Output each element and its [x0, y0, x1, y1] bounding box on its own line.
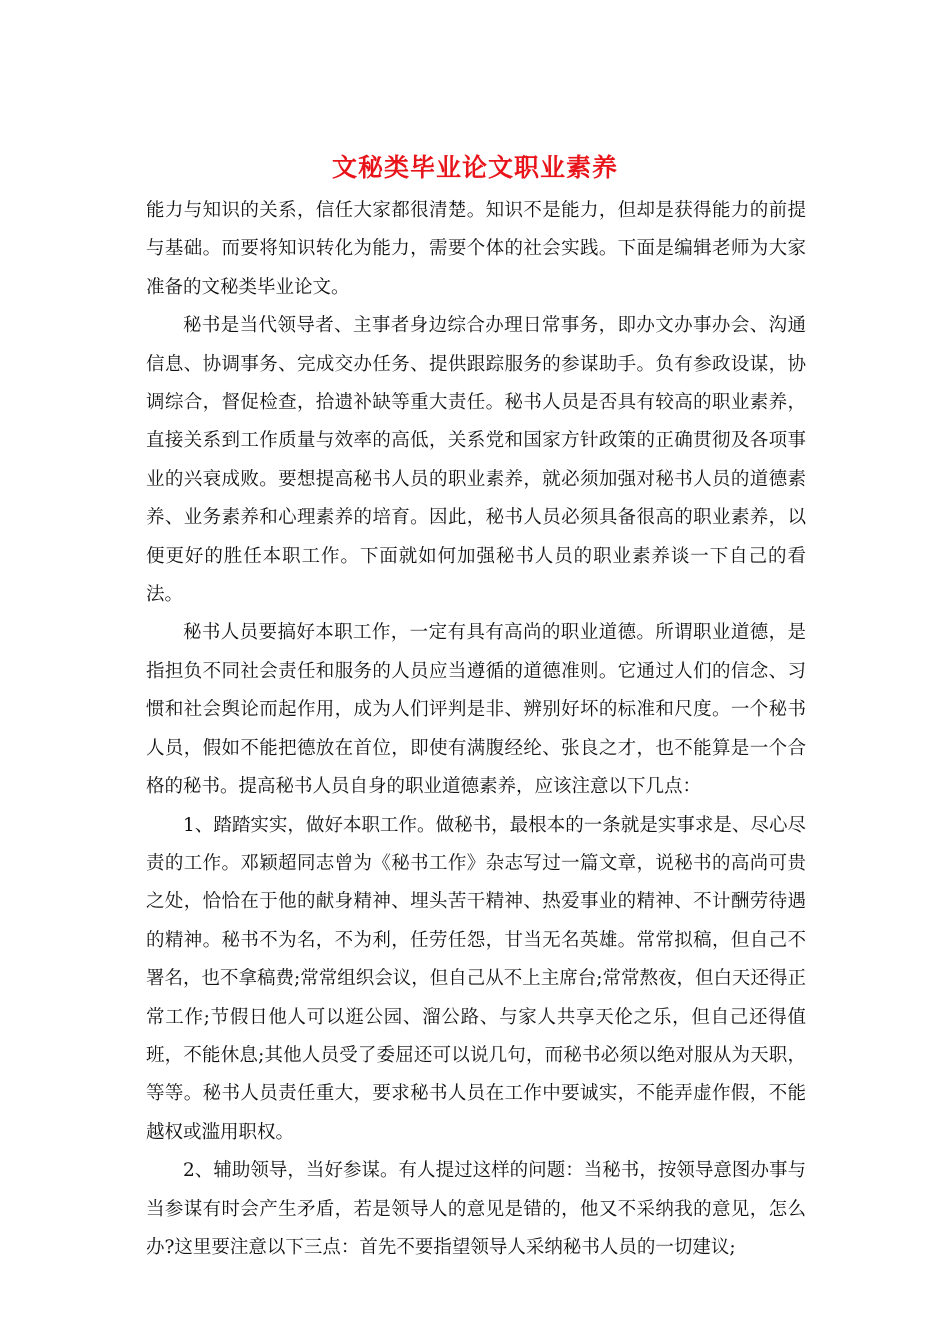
paragraph-intro: 能力与知识的关系，信任大家都很清楚。知识不是能力，但却是获得能力的前提与基础。而要将知识转化为能力，需要个体的社会实践。下面是编辑老师为大家准备的文秘类毕业论文。: [146, 200, 806, 298]
paragraph-professional-ethics: 秘书人员要搞好本职工作，一定有具有高尚的职业道德。所谓职业道德，是指担负不同社会责任和服务的人员应当遵循的道德准则。它通过人们的信念、习惯和社会舆论而起作用，成为人们评判是非、辨别好坏的标准和尺度。一个秘书人员，假如不能把德放在首位，即使有满腹经纶、张良之才，也不能算是一个合格的秘书。提高秘书人员自身的职业道德素养，应该注意以下几点：: [146, 622, 806, 798]
paragraph-point-one: 1、踏踏实实，做好本职工作。做秘书，最根本的一条就是实事求是、尽心尽责的工作。邓颖超同志曾为《秘书工作》杂志写过一篇文章，说秘书的高尚可贵之处，恰恰在于他的献身精神、埋头苦干精神、热爱事业的精神、不计酬劳待遇的精神。秘书不为名，不为利，任劳任怨，甘当无名英雄。常常拟稿，但自己不署名，也不拿稿费;常常组织会议，但自己从不上主席台;常常熬夜，但白天还得正常工作;节假日他人可以逛公园、溜公路、与家人共享天伦之乐，但自己还得值班，不能休息;其他人员受了委屈还可以说几句，而秘书必须以绝对服从为天职，等等。秘书人员责任重大，要求秘书人员在工作中要诚实，不能弄虚作假，不能越权或滥用职权。: [146, 814, 806, 1143]
document-body: [146, 192, 806, 1267]
document-title: 文秘类毕业论文职业素养: [331, 153, 618, 182]
paragraph-secretary-role: 秘书是当代领导者、主事者身边综合办理日常事务，即办文办事办会、沟通信息、协调事务、完成交办任务、提供跟踪服务的参谋助手。负有参政设谋，协调综合，督促检查，拾遗补缺等重大责任。秘书人员是否具有较高的职业素养，直接关系到工作质量与效率的高低，关系党和国家方针政策的正确贯彻及各项事业的兴衰成败。要想提高秘书人员的职业素养，就必须加强对秘书人员的道德素养、业务素养和心理素养的培育。因此，秘书人员必须具备很高的职业素养，以便更好的胜任本职工作。下面就如何加强秘书人员的职业素养谈一下自己的看法。: [146, 315, 806, 606]
paragraph-point-two: 2、辅助领导，当好参谋。有人提过这样的问题：当秘书，按领导意图办事与当参谋有时会产生矛盾，若是领导人的意见是错的，他又不采纳我的意见，怎么办?这里要注意以下三点：首先不要指望领导人采纳秘书人员的一切建议;: [146, 1160, 806, 1258]
